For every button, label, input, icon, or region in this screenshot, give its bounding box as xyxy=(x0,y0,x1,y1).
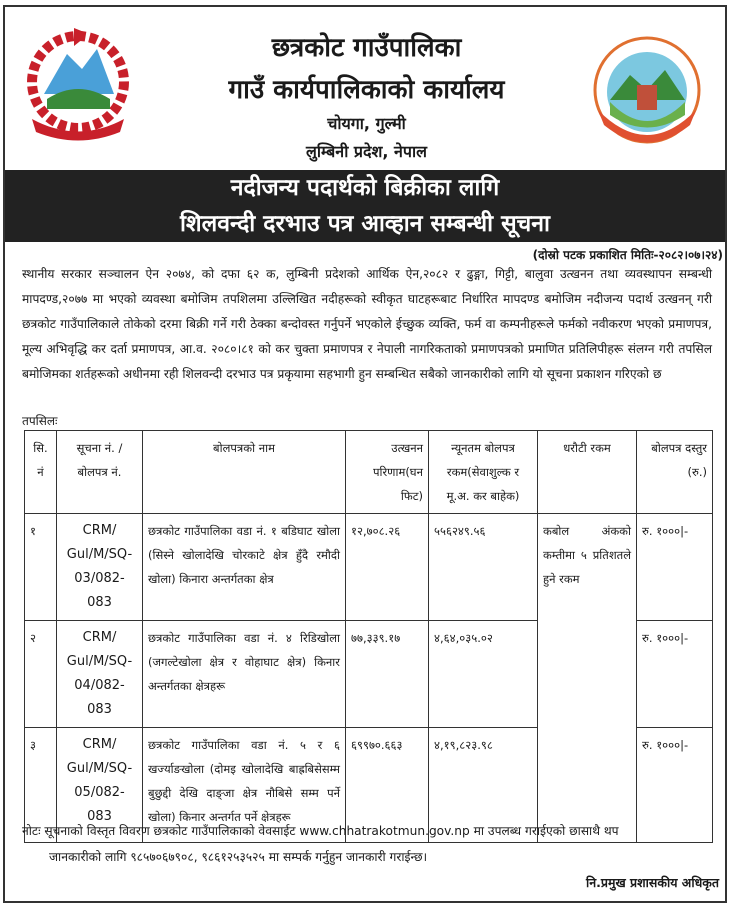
fee: रु. १०००|- xyxy=(637,514,713,621)
deposit: कबोल अंकको कम्तीमा ५ प्रतिशतले हुने रकम xyxy=(538,514,637,843)
notice-body: स्थानीय सरकार सञ्चालन ऐन २०७४, को दफा ६२ क, लुम्बिनी प्रदेशको आर्थिक ऐन,२०८२ र ढुङ्गा, गिट्टी, बालुवा उत्खनन तथा व्यवस्थापन सम्बन्धी मापदण्ड,२०७७ मा भएको व्यवस्था बमोजिम तपशिलमा उल्लिखित नदीहरूको स्वीकृत घाटहरूबाट निर्धारित मापदण्ड बमोजिम नदीजन्य पदार्थ उत्खनन् गरी छत्रकोट गाउँपालिकाले तोकेको दरमा बिक्री गर्ने गरी ठेक्का बन्दोवस्त गर्नुपर्ने भएकोले ईच्छुक व्यक्ति, फर्म वा कम्पनीहरूले फर्मको नवीकरण भएको प्रमाणपत्र, मूल्य अभिवृद्धि कर दर्ता प्रमाणपत्र, आ.व. २०८०।८१ को कर चुक्ता प्रमाणपत्र र नेपाली नागरिकताको प्रमाणपत्रको प्रमाणित प्रतिलिपीहरू संलग्न गरी तपसिल बमोजिमका शर्तहरूको अधीनमा रही शिलवन्दी दरभाउ पत्र प्रकृयामा सहभागी हुन सम्बन्धित सबैको जानकारीको लागि यो सूचना प्रकाशन गरिएको छ xyxy=(22,267,712,381)
footnote-line2: जानकारीको लागि ९८५७०६७९०८, ९८६१२५३५२५ मा सम्पर्क गर्नुहुन जानकारी गराईन्छ। xyxy=(49,850,428,864)
col-fee: बोलपत्र दस्तुर (रु.) xyxy=(637,431,713,514)
notice-title-line1: नदीजन्य पदार्थको बिक्रीका लागि xyxy=(230,175,500,201)
fee: रु. १०००|- xyxy=(637,728,713,843)
volume: ७७,३३९.१७ xyxy=(346,621,429,728)
min-amount: ५५६२४९.५६ xyxy=(429,514,538,621)
published-date: (दोस्रो पटक प्रकाशित मितिः-२०८२।०७।२४) xyxy=(532,248,723,262)
col-tender-name: बोलपत्रको नाम xyxy=(143,431,346,514)
fee: रु. १०००|- xyxy=(637,621,713,728)
footnote-line1: नोटः सूचनाको विस्तृत विवरण छत्रकोट गाउँपालिकाको वेवसाईट www.chhatrakotmun.gov.np मा उपलब्ध गराईएको छासाथै थप xyxy=(22,824,619,838)
office-province: लुम्बिनी प्रदेश, नेपाल xyxy=(305,142,427,161)
col-deposit: धरौटी रकम xyxy=(538,431,637,514)
notice-no: CRM/ Gul/M/SQ- 04/082-083 xyxy=(57,621,143,728)
tender-name: छत्रकोट गाउँपालिका वडा नं. ४ रिडिखोला (जगल्टेखोला क्षेत्र र वोहाघाट क्षेत्र) किनार अन्तर्गतका क्षेत्रहरू xyxy=(143,621,346,728)
notice-no: CRM/ Gul/M/SQ- 03/082-083 xyxy=(57,514,143,621)
details-label: तपसिलः xyxy=(22,414,58,428)
table-header-row xyxy=(25,431,713,514)
tender-table xyxy=(24,430,713,843)
tender-name: छत्रकोट गाउँपालिका वडा नं. ५ र ६ खर्ज्याङखोला (दोमइ खोलादेखि बाह्रबिसेसम्म बुछुद्दी देखि दाङ्जा क्षेत्र नौबिसे सम्म पर्ने खोला) किनार अन्तर्गत पर्ने क्षेत्रहरू xyxy=(143,728,346,843)
office-location: चोयगा, गुल्मी xyxy=(327,114,406,133)
notice-title-banner xyxy=(5,170,725,242)
col-volume: उत्खनन परिणाम(घन फिट) xyxy=(346,431,429,514)
sn: ३ xyxy=(25,728,57,843)
col-sn: सि. नं xyxy=(25,431,57,514)
signatory: नि.प्रमुख प्रशासकीय अधिकृत xyxy=(585,875,719,890)
tender-name: छत्रकोट गाउँपालिका वडा नं. १ बडिघाट खोला (सिस्ने खोलादेखि चोरकाटे क्षेत्र हुँदै रमौदी खोला) किनारा अन्तर्गतका क्षेत्र xyxy=(143,514,346,621)
min-amount: ४,१९,८२३.९८ xyxy=(429,728,538,843)
notice-title-line2: शिलवन्दी दरभाउ पत्र आव्हान सम्बन्धी सूचना xyxy=(180,211,550,237)
col-min-amount: न्यूनतम बोलपत्र रकम(सेवाशुल्क र मू.अ. कर बाहेक) xyxy=(429,431,538,514)
notice-no: CRM/ Gul/M/SQ- 05/082-083 xyxy=(57,728,143,843)
min-amount: ४,६४,०३५.०२ xyxy=(429,621,538,728)
table-row xyxy=(25,514,713,621)
office-name: गाउँ कार्यपालिकाको कार्यालय xyxy=(228,75,505,105)
col-notice-no: सूचना नं. /बोलपत्र नं. xyxy=(57,431,143,514)
volume: १२,७०८.२६ xyxy=(346,514,429,621)
sn: १ xyxy=(25,514,57,621)
municipality-name: छत्रकोट गाउँपालिका xyxy=(271,33,462,63)
volume: ६९९७०.६६३ xyxy=(346,728,429,843)
sn: २ xyxy=(25,621,57,728)
footnote xyxy=(22,818,712,870)
